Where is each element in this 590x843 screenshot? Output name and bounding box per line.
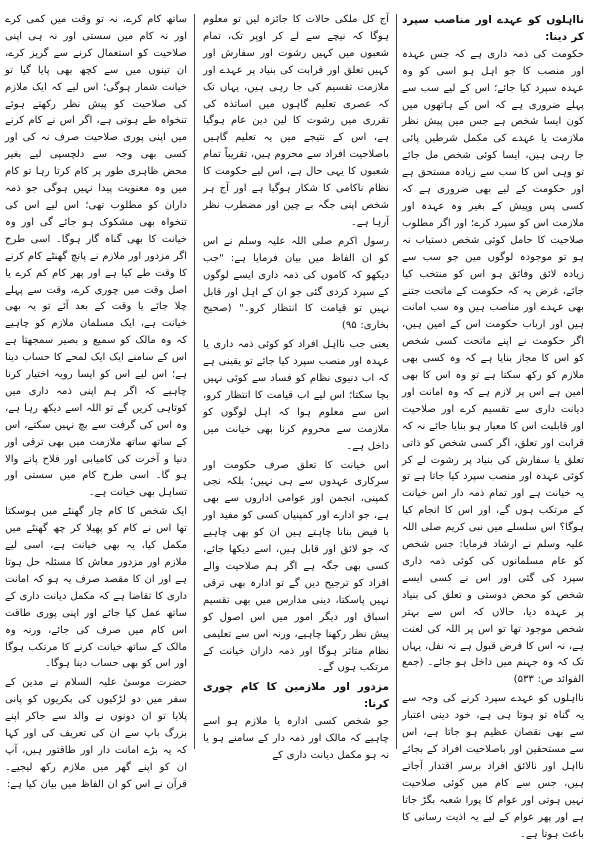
column-divider	[194, 14, 195, 749]
column-middle-paragraph-1: آج کل ملکی حالات کا جائزہ لیں تو معلوم ہوگا کہ نیچے سے لے کر اوپر تک، تمام شعبوں میں کہیں رشوت اور سفارش اور کہیں تعلق اور قرابت کی بنیاد پر عہدے اور ملازمت تقسیم کی جا رہی ہیں، یہاں تک کہ عصری تعلیم گاہوں میں اساتذہ کی تقرری میں رشوت کا لین دین عام ہوگیا ہے، اس کے نتیجے میں یہ تعلیم گاہیں باصلاحیت افراد سے محروم ہیں، تقریباً تمام شعبوں کا یہی حال ہے، اس لیے حکومت کا نظام ناکامی کا شکار ہوگیا ہے اور آج ہر شخص اپنی جگہ بے چین اور مضطرب نظر آرہا ہے۔	[203, 14, 389, 228]
column-right-paragraph-1: حکومت کی ذمہ داری ہے کہ جس عہدہ اور منصب کا جو اہل ہو اسی کو وہ عہدہ سپرد کیا جائے؛ اس کے لیے سب سے پہلے ضروری ہے کہ اس کے ہاتھوں میں کون ایسا شخص ہے جس میں پیش نظر ملازمت یا عہدے کی مکمل شرطیں پائی جا رہی ہیں، ایسا کوئی شخص مل جائے تو وہی اس کا سب سے زیادہ مستحق ہے اور حکومت کے لیے بھی ضروری ہے کہ کسی پس وپیش کے بغیر وہ عہدہ اور ملازمت اس کو سپرد کرے؛ اور اگر مطلوب صلاحیت کا حامل کوئی شخص دستیاب نہ ہو تو موجودہ لوگوں میں جو سب سے زیادہ لائق وفائق ہو اس کو منتخب کیا جائے، غرض یہ کہ حکومت کے ماتحت جتنے بھی عہدے اور مناصب ہیں وہ سب امانت ہیں اور ارباب حکومت اس کے امین ہیں، اگر حکومت نے اپنے ماتحت کسی شخص کو اس کا مجاز بنایا ہے کہ وہ کسی بھی ملازم کو رکھ سکتا ہے تو وہ اس کا بھی امین ہے اس پر لازم ہے کہ وہ امانت اور دیانت داری سے تقسیم کرے اور صلاحیت اور قابلیت اس کا معیار ہو بنایا جائے نہ کہ قرابت اور تعلق، اگر کسی شخص کو ذاتی تعلق یا سفارش کی بنیاد پر رشوت لے کر کوئی عہدہ اور منصب سپرد کیا جاتا ہے تو یہ خیانت ہے اور تمام ذمہ دار اس خیانت کے مرتکب ہوں گے، اور اس کا انجام کیا ہوگا؟ اس سلسلے میں نبی کریم صلی اللہ علیہ وسلم نے ارشاد فرمایا: جس شخص کو عام مسلمانوں کی کوئی ذمہ داری سپرد کی گئی اور اس نے کسی ایسے شخص کو محض دوستی و تعلق کی بنیاد پر عہدہ دیا، حالاں کہ اس سے بہتر شخص موجود تھا تو اس پر اللہ کی لعنت ہے، نہ اس کا فرض قبول ہے نہ نفل، یہاں تک کہ وہ جہنم میں داخل ہو جائے۔ (جمع الفوائد ص: ۵۳۳)	[402, 48, 584, 686]
column-right-paragraph-2: نااہلوں کو عہدے سپرد کرنے کی وجہ سے یہ گناہ تو ہوتا ہی ہے، خود دینی اعتبار سے بھی نقصان عظیم ہو جاتا ہے، اس سے مستحقین اور باصلاحیت افراد کے بجائے نااہل اور نالائق افراد برسر اقتدار آجاتے ہیں، جس سے کام میں کوئی صلاحیت نہیں ہوتی اور عوام کا پورا شعبہ بگڑ جاتا ہے اور پھر عوام کے لیے یہ اذیت رسانی کا باعث ہوتا ہے۔	[402, 693, 584, 840]
column-middle-paragraph-3: یعنی جب نااہل افراد کو کوئی ذمہ داری یا عہدہ اور منصب سپرد کیا جائے تو یقینی ہے کہ اب دنیوی نظام کو فساد سے کوئی نہیں بچا سکتا؛ اس لیے اب قیامت کا انتظار کرو، اس سے معلوم ہوا کہ اہل لوگوں کو ملازمت سے محروم کرنا بھی خیانت میں داخل ہے۔	[203, 339, 389, 452]
column-middle-paragraph-2: رسول اکرم صلی اللہ علیہ وسلم نے اس کو ان الفاظ میں بیان فرمایا ہے: "جب دیکھو کہ کاموں کی ذمہ داری ایسے لوگوں کے سپرد کردی گئی جو ان کے اہل اور قابل نہیں تو قیامت کا انتظار کرو۔" (صحیح بخاری: ۹۵)	[203, 235, 389, 332]
column-middle-paragraph-5: جو شخص کسی ادارہ یا ملازم ہو اسے چاہیے کہ مالک اور ذمہ دار کے سامنے ہو یا نہ ہو مکمل دیانت داری کے	[203, 716, 389, 761]
column-right	[402, 12, 584, 840]
column-middle-paragraph-4: اس خیانت کا تعلق صرف حکومت اور سرکاری عہدوں سے ہی نہیں؛ بلکہ نجی کمپنی، انجمن اور عوامی اداروں سے بھی ہے، جو ادارے اور کمپنیاں کسی کو مفید اور با فیض بنانا چاہتے ہیں ان کو بھی چاہیے کہ جو لائق اور قابل ہیں، اسے دیکھا جائے، کسی بھی جگہ ہے اگر ہم صلاحیت والے افراد کو ترجیح دیں گے تو ادارہ بھی ترقی نہیں پاسکتا، دینی مدارس میں بھی تقسیم اسباق اور دیگر امور میں اس اصول کو پیش نظر رکھنا چاہیے، ورنہ اس سے تعلیمی نظام متاثر ہوگا اور ذمہ داران خیانت کے مرتکب ہوں گے۔	[203, 459, 389, 674]
column-left	[5, 12, 187, 790]
column-divider	[396, 14, 397, 749]
section-heading-work-theft: مزدور اور ملازمین کا کام چوری کرنا:	[203, 681, 389, 711]
column-left-paragraph-2: ایک شخص کا کام چار گھنٹے میں ہوسکتا تھا اس نے کام کو پھیلا کر چھ گھنٹے میں مکمل کیا، یہ بھی خیانت ہے، اسی لیے ملازم اور مزدور معاش کا مسئلہ حل ہوتا ہے اور ان کا مقصد صرف یہ ہو کہ امانت داری کا تقاضا ہے کہ مکمل دیانت داری کے ساتھ عمل کیا جائے اور اپنی پوری طاقت اس کام میں صرف کی جائے، ورنہ وہ مالک کے ساتھ خیانت کرنے کا مرتکب ہوگا اور اس کو بھی حساب دینا ہوگا۔	[5, 506, 187, 670]
section-heading-unqualified-appointments: نااہلوں کو عہدے اور مناصب سپرد کر دینا:	[402, 14, 584, 43]
column-middle	[203, 12, 389, 761]
column-left-paragraph-3: حضرت موسیٰ علیہ السلام نے مدین کے سفر میں دو لڑکیوں کی بکریوں کو پانی پلایا تو ان دونوں نے والد سے جاکر اپنے بزرگ باپ سے ان کی تعریف کی اور کہا کہ یہ بڑے امانت دار اور طاقتور ہیں، آپ ان کو اپنے گھر میں ملازم رکھ لیجیے۔ قرآن نے اس کو ان الفاظ میں بیان کیا ہے:	[5, 677, 187, 790]
column-left-paragraph-1: ساتھ کام کرے، نہ تو وقت میں کمی کرے اور نہ کام میں سستی اور نہ ہی اپنی صلاحیت کو استعمال کرنے سے گریز کرے، ان تینوں میں سے کچھ بھی پایا گیا تو خیانت شمار ہوگی؛ اس لیے کہ ایک ملازم کی صلاحیت کو پیش نظر رکھتے ہوئے تنخواہ طے ہوتی ہے، اگر اس نے کام کرنے میں اپنی پوری صلاحیت صرف نہ کی اور کسی بھی وجہ سے دلچسپی لیے بغیر محض ظاہری طور پر کام کرتا رہا تو کام میں وہ معنویت پیدا نہیں ہوگی جو ذمہ داران کو مطلوب تھی؛ اس لیے اس کی تنخواہ بھی مشکوک ہو جائے گی اور وہ خیانت کا بھی گناہ گار ہوگا۔ اسی طرح اگر مزدور اور ملازم نے پانچ گھنٹے کام کرنے کا وقت طے کیا ہے اور پھر کام کم کرے یا اصل وقت میں چوری کرے، وقت سے پہلے چلا جائے یا وقت کے بعد آئے تو یہ بھی خیانت ہے، ایک مسلمان ملازم کو چاہیے کہ وہ مالک کو سمیع و بصیر سمجھتا ہے اس کے سامنے ایک ایک لمحے کا حساب دینا ہے؛ اس لیے اس کو ایسا رویہ اختیار کرنا چاہیے کہ اگر ہم اپنی ذمہ داری میں کوتاہی کریں گے تو اللہ اسے دیکھ رہا ہے، وہ اس کی گرفت سے بچ نہیں سکتے، اس کے ساتھ ساتھ ملازمت میں بھی ترقی اور دنیا و آخرت کی کامیابی اور فلاح پانے والا ہو گا۔ اسی طرح کام میں سستی اور تساہل بھی خیانت ہے۔	[5, 14, 187, 499]
